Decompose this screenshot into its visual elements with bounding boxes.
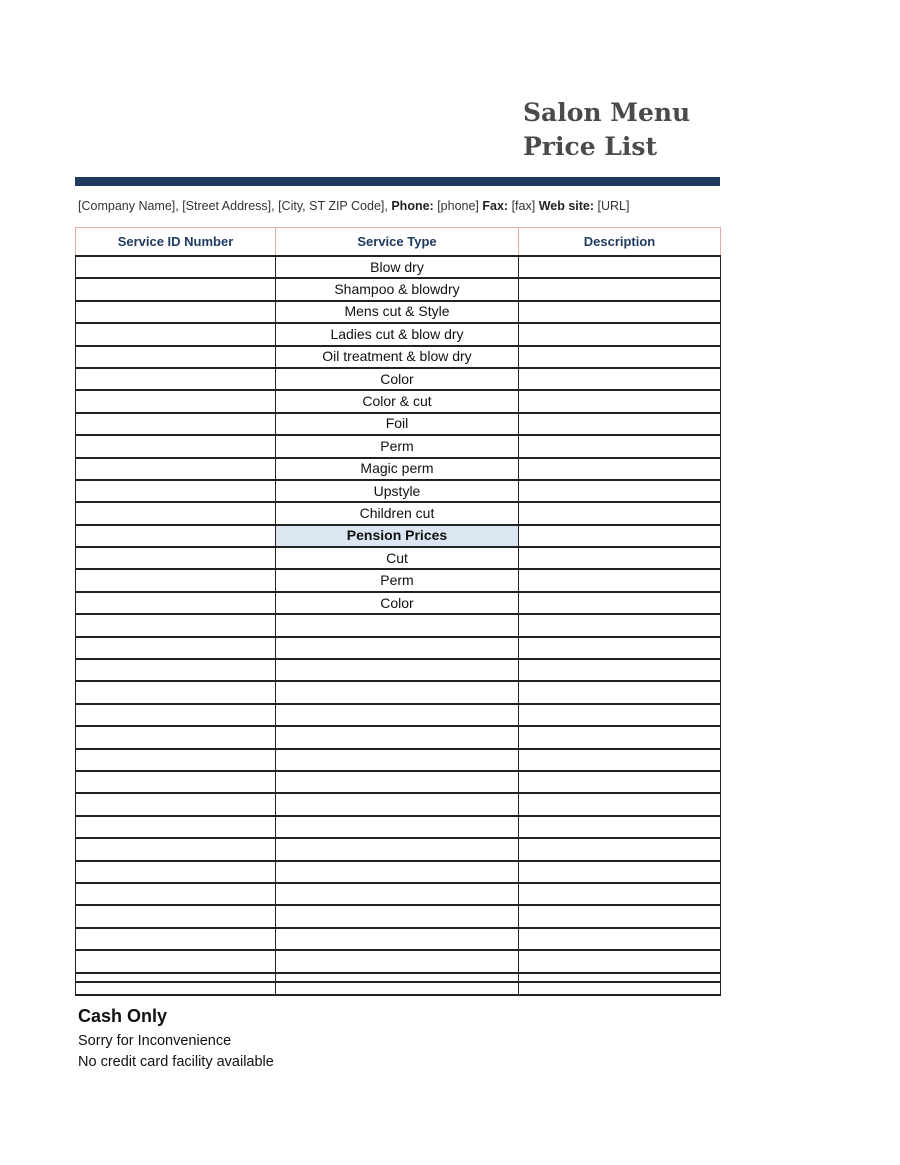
service-id-cell [76, 928, 276, 950]
description-cell [519, 480, 721, 502]
service-id-cell [76, 525, 276, 547]
table-row [76, 346, 721, 368]
table-row [76, 928, 721, 950]
description-cell [519, 256, 721, 278]
service-type-cell: Upstyle [276, 480, 519, 502]
service-id-cell [76, 278, 276, 300]
title-line-1: Salon Menu [523, 98, 691, 127]
table-row [76, 413, 721, 435]
table-row [76, 659, 721, 681]
service-id-cell [76, 861, 276, 883]
service-type-cell: Ladies cut & blow dry [276, 323, 519, 345]
table-row [76, 681, 721, 703]
website-label: Web site: [538, 199, 595, 213]
phone-label: Phone: [391, 199, 434, 213]
table-row [76, 547, 721, 569]
table-row [76, 435, 721, 457]
service-type-cell [276, 861, 519, 883]
table-row [76, 793, 721, 815]
table-row [76, 771, 721, 793]
service-type-cell: Foil [276, 413, 519, 435]
service-type-cell [276, 928, 519, 950]
service-type-cell: Color [276, 592, 519, 614]
page-title [523, 96, 690, 164]
description-cell [519, 861, 721, 883]
service-id-cell [76, 458, 276, 480]
description-cell [519, 928, 721, 950]
service-type-cell: Oil treatment & blow dry [276, 346, 519, 368]
description-cell [519, 569, 721, 591]
service-id-cell [76, 905, 276, 927]
description-cell [519, 816, 721, 838]
description-cell [519, 637, 721, 659]
header-service-id: Service ID Number [76, 228, 276, 257]
table-row [76, 368, 721, 390]
service-id-cell [76, 592, 276, 614]
table-row [76, 614, 721, 636]
table-row [76, 905, 721, 927]
service-type-cell [276, 681, 519, 703]
service-type-cell [276, 659, 519, 681]
service-type-cell [276, 883, 519, 905]
table-row [76, 256, 721, 278]
service-id-cell [76, 704, 276, 726]
description-cell [519, 592, 721, 614]
description-cell [519, 458, 721, 480]
phone-value: [phone] [437, 199, 479, 213]
service-id-cell [76, 793, 276, 815]
service-type-cell: Blow dry [276, 256, 519, 278]
description-cell [519, 771, 721, 793]
service-type-cell: Magic perm [276, 458, 519, 480]
service-id-cell [76, 681, 276, 703]
description-cell [519, 435, 721, 457]
header-description: Description [519, 228, 721, 257]
service-type-cell: Color & cut [276, 390, 519, 412]
service-id-cell [76, 547, 276, 569]
service-id-cell [76, 726, 276, 748]
description-cell [519, 614, 721, 636]
service-type-cell: Perm [276, 435, 519, 457]
description-cell [519, 793, 721, 815]
service-type-cell [276, 793, 519, 815]
description-cell [519, 547, 721, 569]
service-id-cell [76, 749, 276, 771]
service-id-cell [76, 346, 276, 368]
description-cell [519, 413, 721, 435]
service-id-cell [76, 480, 276, 502]
service-id-cell [76, 614, 276, 636]
description-cell [519, 301, 721, 323]
website-value: [URL] [597, 199, 630, 213]
service-id-cell [76, 390, 276, 412]
service-type-cell: Color [276, 368, 519, 390]
service-id-cell [76, 771, 276, 793]
service-type-cell [276, 771, 519, 793]
table-row [76, 390, 721, 412]
table-row [76, 301, 721, 323]
footer-note-2: No credit card facility available [78, 1054, 274, 1070]
description-cell [519, 390, 721, 412]
service-type-cell: Shampoo & blowdry [276, 278, 519, 300]
service-id-cell [76, 569, 276, 591]
description-cell [519, 749, 721, 771]
description-cell [519, 502, 721, 524]
service-type-cell [276, 816, 519, 838]
fax-value: [fax] [511, 199, 536, 213]
description-cell [519, 659, 721, 681]
service-type-cell: Perm [276, 569, 519, 591]
service-type-cell [276, 637, 519, 659]
service-id-cell [76, 659, 276, 681]
description-cell [519, 323, 721, 345]
footer-note-1: Sorry for Inconvenience [78, 1033, 232, 1049]
fax-label: Fax: [482, 199, 509, 213]
table-row [76, 704, 721, 726]
service-id-cell [76, 323, 276, 345]
service-id-cell [76, 256, 276, 278]
table-bottom-row [75, 961, 721, 983]
service-type-cell [276, 726, 519, 748]
description-cell [519, 726, 721, 748]
service-id-cell [76, 838, 276, 860]
contact-line [78, 199, 629, 213]
table-row [76, 525, 721, 547]
table-row [76, 323, 721, 345]
table-row [76, 861, 721, 883]
service-type-cell: Cut [276, 547, 519, 569]
service-type-cell [276, 905, 519, 927]
title-line-2: Price List [523, 132, 657, 161]
table-row [76, 278, 721, 300]
cash-only-heading: Cash Only [78, 1006, 168, 1026]
table-row [76, 569, 721, 591]
service-id-cell [76, 637, 276, 659]
header-service-type: Service Type [276, 228, 519, 257]
price-table [75, 227, 721, 996]
table-row [76, 816, 721, 838]
service-id-cell [76, 816, 276, 838]
description-cell [519, 278, 721, 300]
service-type-cell: Pension Prices [276, 525, 519, 547]
service-type-cell [276, 614, 519, 636]
service-type-cell: Children cut [276, 502, 519, 524]
table-row [76, 592, 721, 614]
table-row [76, 637, 721, 659]
table-row [76, 883, 721, 905]
service-type-cell [276, 749, 519, 771]
description-cell [519, 681, 721, 703]
description-cell [519, 905, 721, 927]
header-divider-bar [75, 177, 720, 186]
service-type-cell [276, 704, 519, 726]
table-row [76, 726, 721, 748]
service-id-cell [76, 435, 276, 457]
service-id-cell [76, 413, 276, 435]
description-cell [519, 368, 721, 390]
service-id-cell [76, 883, 276, 905]
service-type-cell [276, 838, 519, 860]
description-cell [519, 525, 721, 547]
service-id-cell [76, 502, 276, 524]
company-address: [Company Name], [Street Address], [City, ST ZIP Code], [78, 199, 388, 213]
table-row [76, 480, 721, 502]
description-cell [519, 704, 721, 726]
service-type-cell: Mens cut & Style [276, 301, 519, 323]
service-id-cell [76, 368, 276, 390]
table-row [76, 458, 721, 480]
description-cell [519, 838, 721, 860]
table-row [76, 838, 721, 860]
service-id-cell [76, 301, 276, 323]
table-row [76, 502, 721, 524]
table-row [76, 749, 721, 771]
description-cell [519, 346, 721, 368]
description-cell [519, 883, 721, 905]
table-header-row [76, 228, 721, 257]
